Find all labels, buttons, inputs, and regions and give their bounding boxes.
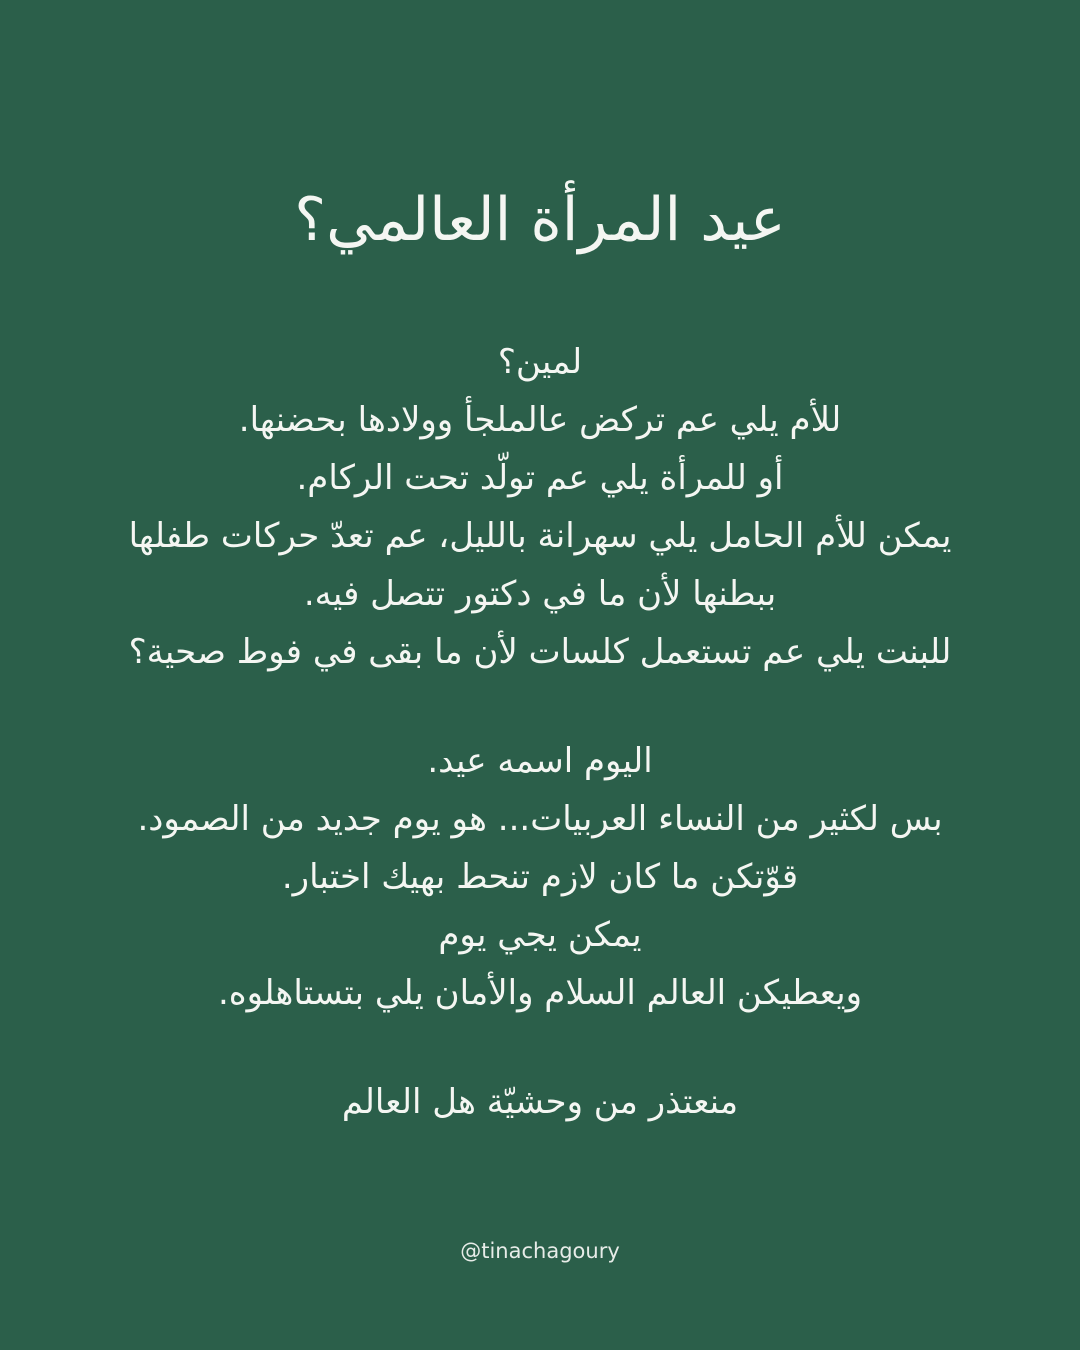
post-title: عيد المرأة العالمي؟ [294,185,786,255]
text-line: منعتذر من وحشيّة هل العالم [341,1082,739,1122]
text-line: يمكن يجي يوم [438,915,642,955]
text-line: أو للمرأة يلي عم تولّد تحت الركام. [296,458,784,498]
text-line: قوّتكن ما كان لازم تنحط بهيك اختبار. [281,857,799,897]
author-handle: @tinachagoury [460,1239,620,1263]
text-line: ببطنها لأن ما في دكتور تتصل فيه. [303,574,777,614]
text-line: ويعطيكن العالم السلام والأمان يلي بتستاهلوه. [217,973,863,1013]
text-line: يمكن للأم الحامل يلي سهرانة بالليل، عم تعدّ حركات طفلها [128,516,952,556]
text-line: للبنت يلي عم تستعمل كلسات لأن ما بقى في فوط صحية؟ [128,632,952,672]
text-line: للأم يلي عم تركض عالملجأ وولادها بحضنها. [238,400,842,440]
paragraph-today [20,732,1060,1022]
paragraph-apology [20,1073,1060,1131]
text-line: اليوم اسمه عيد. [427,741,653,781]
text-line: لمين؟ [497,342,583,382]
paragraph-questions [20,333,1060,681]
text-line: بس لكثير من النساء العربيات... هو يوم جديد من الصمود. [137,799,943,839]
